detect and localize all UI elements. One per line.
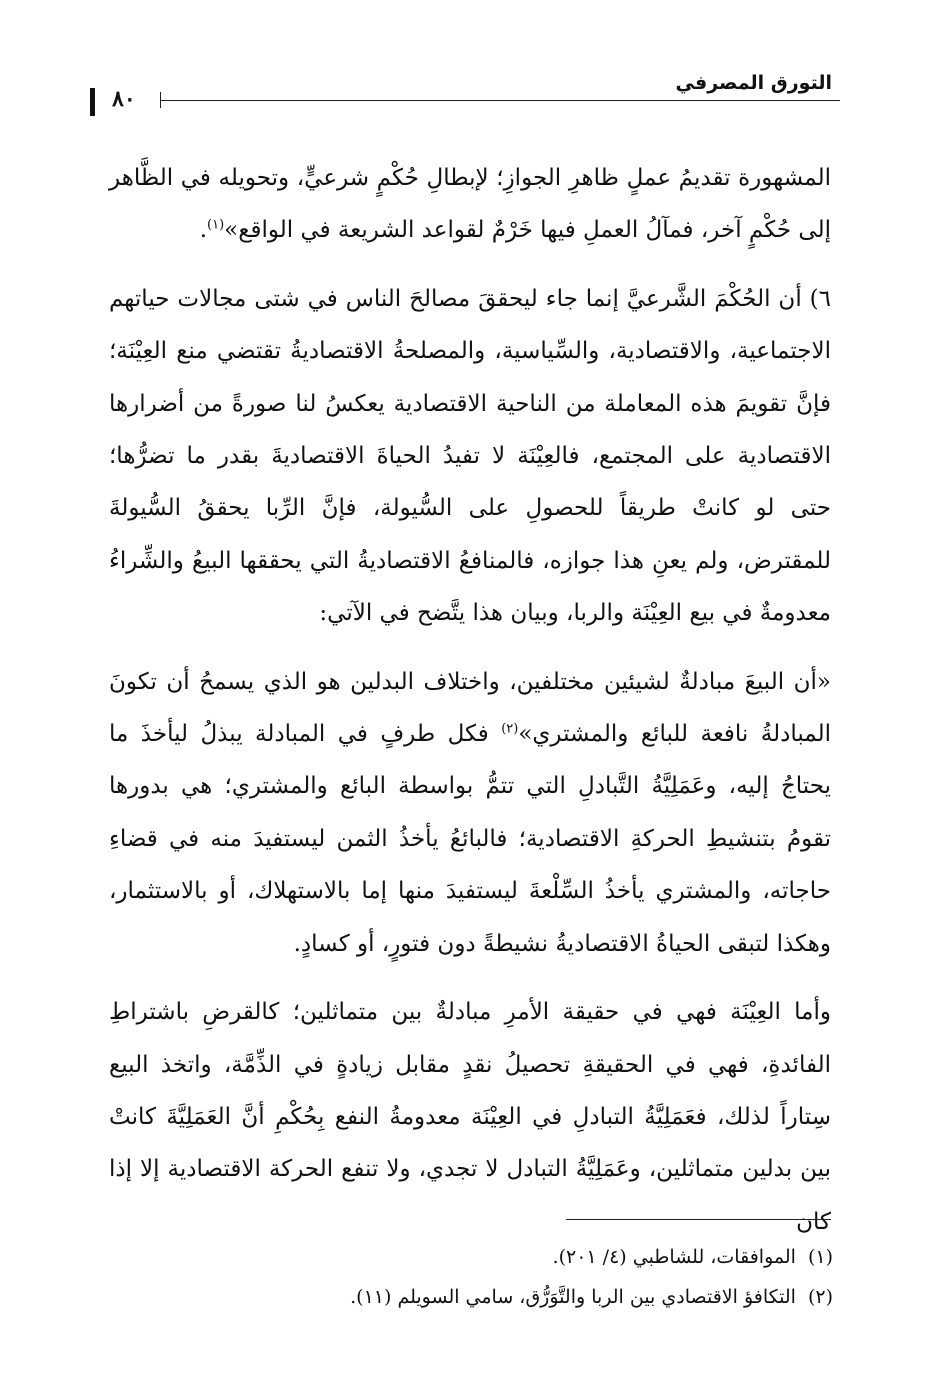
footnote-ref-2[interactable]: (٢) xyxy=(501,721,519,737)
paragraph-2: ٦) أن الحُكْمَ الشَّرعيَّ إنما جاء ليحققَ مصالحَ الناس في شتى مجالات حياتهم الاجتماعية، والاقتصادية، والسِّياسية، والمصلحةُ الاقتصاديةُ تقتضي منع العِيْنَة؛ فإنَّ تقويمَ هذه المعاملة من الناحية الاقتصادية يعكسُ لنا صورةً من أضرارها الاقتصادية على المجتمع، فالعِيْنَة لا تفيدُ الحياةَ الاقتصاديةَ بقدر ما تضرُّها؛ حتى لو كانتْ طريقاً للحصولِ على السُّيولة، فإنَّ الرِّبا يحققُ السُّيولةَ للمقترض، ولم يعنِ هذا جوازه، فالمنافعُ الاقتصاديةُ التي يحققها البيعُ والشِّراءُ معدومةٌ في بيع العِيْنَة والربا، وبيان هذا يتَّضح في الآتي: xyxy=(109,285,831,627)
footnotes xyxy=(109,1237,833,1317)
footnote-number: (١) xyxy=(807,1246,833,1268)
running-header xyxy=(90,70,840,120)
footnote-text: الموافقات، للشاطبي (٤/ ٢٠١). xyxy=(552,1246,796,1268)
page-number-bar xyxy=(90,88,95,116)
footnote-2 xyxy=(109,1277,833,1317)
header-rule xyxy=(160,100,840,101)
paragraph-1: المشهورة تقديمُ عملٍ ظاهرِ الجوازِ؛ لإبطالِ حُكْمٍ شرعيٍّ، وتحويله في الظَّاهر إلى حُكْمٍ آخر، فمآلُ العملِ فيها خَرْمٌ لقواعد الشريعة في الواقع»$^{(١)}$. xyxy=(109,165,831,244)
page-number: ٨٠ xyxy=(112,86,136,112)
paragraph-3: «أن البيعَ مبادلةٌ لشيئين مختلفين، واختلاف البدلين هو الذي يسمحُ أن تكونَ المبادلةُ نافعة للبائع والمشتري»$^{(٢)}$ فكل طرفٍ في المبادلة يبذلُ ليأخذَ ما يحتاجُ إليه، وعَمَلِيَّةُ التَّبادلِ التي تتمُّ بواسطة البائع والمشتري؛ هي بدورها تقومُ بتنشيطِ الحركةِ الاقتصادية؛ فالبائعُ يأخذُ الثمن ليستفيدَ منه في قضاءِ حاجاته، والمشتري يأخذُ السِّلْعةَ ليستفيدَ منها إما بالاستهلاك، أو بالاستثمار، وهكذا لتبقى الحياةُ الاقتصاديةُ نشيطةً دون فتورٍ، أو كسادٍ. xyxy=(109,668,831,957)
footnote-separator xyxy=(566,1219,831,1220)
running-title: التورق المصرفي xyxy=(675,72,832,94)
footnote-ref-1[interactable]: (١) xyxy=(207,217,225,233)
body-text xyxy=(109,152,831,1248)
footnote-1 xyxy=(109,1237,833,1277)
header-rule-tick xyxy=(160,92,161,108)
footnote-number: (٢) xyxy=(807,1286,833,1308)
paragraph-4: وأما العِيْنَة فهي في حقيقة الأمرِ مبادلةٌ بين متماثلين؛ كالقرضِ باشتراطِ الفائدةِ، فهي في الحقيقةِ تحصيلُ نقدٍ مقابل زيادةٍ في الذِّمَّة، واتخذ البيع سِتاراً لذلك، فعَمَلِيَّةُ التبادلِ في العِيْنَة معدومةُ النفع بِحُكْمِ أنَّ العَمَلِيَّةَ كانتْ بين بدلين متماثلين، وعَمَلِيَّةُ التبادل لا تجدي، ولا تنفع الحركة الاقتصادية إلا إذا كان xyxy=(109,999,831,1235)
footnote-text: التكافؤ الاقتصادي بين الربا والتَّوَرُّق، سامي السويلم (١١). xyxy=(350,1286,796,1308)
